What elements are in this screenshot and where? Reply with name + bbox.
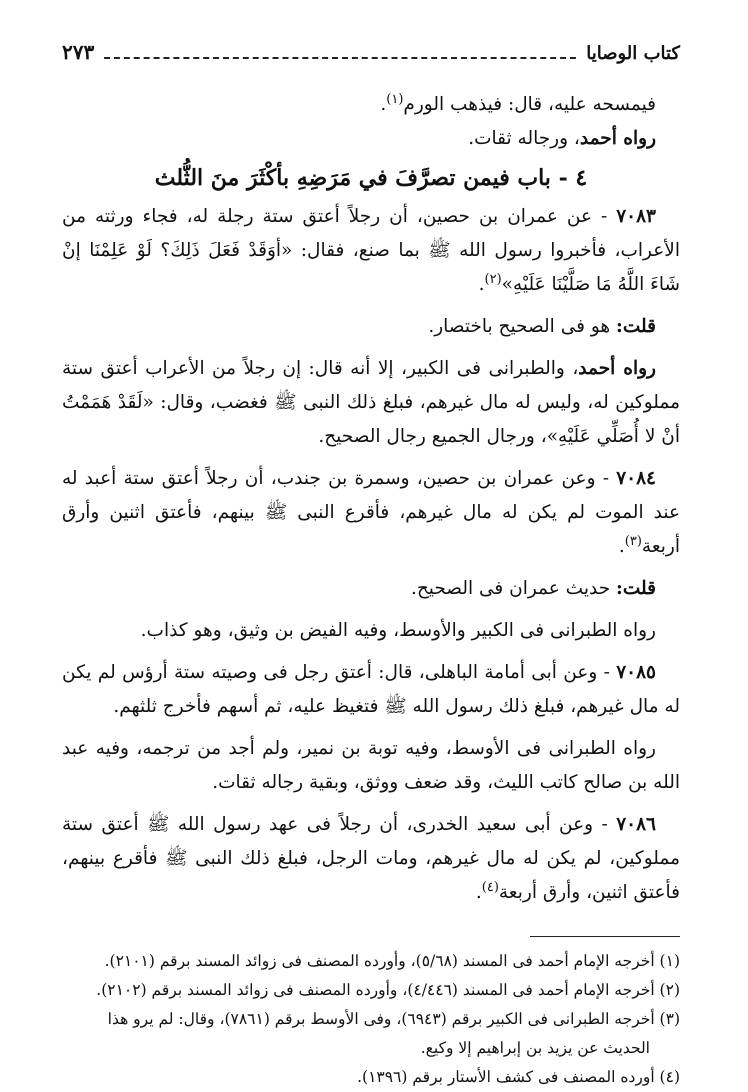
hadith-number: ٧٠٨٤ (616, 468, 656, 489)
footnote-2: (٢) أخرجه الإمام أحمد فى المسند (٤/٤٤٦)، وأورده المصنف فى زوائد المسند برقم (٢١٠٢). (96, 981, 680, 999)
hadith-7084 (62, 462, 680, 564)
footnote-separator (530, 936, 680, 937)
hadith-end: . (475, 882, 482, 903)
page-number: ٢٧٣ (62, 40, 95, 64)
footnote-1: (١) أخرجه الإمام أحمد فى المسند (٥/٦٨)، وأورده المصنف فى زوائد المسند برقم (٢١٠١). (104, 952, 680, 970)
hadith-7083 (62, 200, 680, 302)
footnote-3: (٣) أخرجه الطبرانى فى الكبير برقم (٦٩٤٣)، وفى الأوسط برقم (٧٨٦١)، وقال: لم يرو هذا (107, 1010, 680, 1028)
comment-text: حديث عمران فى الصحيح. (410, 578, 617, 599)
hadith-7086 (62, 808, 680, 910)
hadith-text: - وعن أبى أمامة الباهلى، قال: أعتق رجل فى وصيته ستة أرؤس لم يكن له مال غيرهم، فبلغ ذلك رسول الله ﷺ فتغيظ عليه، ثم أسهم فأخرج ثلثهم. (62, 662, 680, 717)
hadith-number: ٧٠٨٦ (616, 814, 656, 835)
comment-2 (62, 572, 680, 606)
hadith-text: - وعن عمران بن حصين، وسمرة بن جندب، أن رجلاً أعتق ستة أعبد له عند الموت لم يكن له مال غيرهم، فأقرع النبى ﷺ بينهم، فأعتق اثنين وأرق أربعة (62, 468, 680, 557)
comment-lead: قلت: (616, 316, 656, 337)
hadith-end: . (478, 274, 485, 295)
narration-7084: رواه الطبرانى فى الكبير والأوسط، وفيه الفيض بن وثيق، وهو كذاب. (140, 620, 656, 641)
footnote-ref-4[interactable]: (٤) (481, 879, 499, 895)
hadith-number: ٧٠٨٣ (616, 206, 656, 227)
header-dashed-rule (104, 57, 576, 59)
narration-7085: رواه الطبرانى فى الأوسط، وفيه توبة بن نمير، ولم أجد من ترجمه، وفيه عبد الله بن صالح كاتب الليث، وقد ضعف ووثق، وبقية رجاله ثقات. (62, 738, 680, 793)
narration-text: ، والطبرانى فى الكبير، إلا أنه قال: إن رجلاً من الأعراب أعتق ستة مملوكين له، وليس له مال غيرهم، فبلغ ذلك النبى ﷺ فغضب، وقال: «لَقَدْ هَمَمْتُ أنْ لا أُصَلِّي عَلَيْهِ»، ورجال الجميع رجال الصحيح. (62, 358, 680, 447)
chapter-title: ٤ - باب فيمن تصرَّفَ في مَرَضِهِ بأكْثَرَ منَ الثُّلث (154, 165, 588, 191)
hadith-number: ٧٠٨٥ (616, 662, 656, 683)
running-header (62, 40, 680, 70)
hadith-7085 (62, 656, 680, 724)
hadith-text: - عن عمران بن حصين، أن رجلاً أعتق ستة رجلة له، فجاء ورثته من الأعراب، فأخبروا رسول الله ﷺ بما صنع، فقال: «أوَقَدْ فَعَلَ ذَلِكَ؟ لَوْ عَلِمْنَا إنْ شَاءَ اللَّهُ مَا صَلَّيْنَا عَلَيْهِ» (62, 206, 680, 295)
paragraph-continuation (62, 88, 680, 122)
comment-text: هو فى الصحيح باختصار. (428, 316, 617, 337)
narration-lead: رواه أحمد (578, 358, 656, 379)
comment-1 (62, 310, 680, 344)
hadith-end: . (618, 536, 625, 557)
footnotes (62, 947, 680, 1092)
comment-lead: قلت: (616, 578, 656, 599)
hadith-text: - وعن أبى سعيد الخدرى، أن رجلاً فى عهد رسول الله ﷺ أعتق ستة مملوكين، لم يكن له مال غيرهم، ومات الرجل، فبلغ ذلك النبى ﷺ فأقرع بينهم، فأعتق اثنين، وأرق أربعة (62, 814, 680, 903)
narration-source (62, 122, 680, 156)
footnote-ref-3[interactable]: (٣) (624, 533, 642, 549)
main-text (62, 88, 680, 910)
source-text: ، ورجاله ثقات. (468, 128, 580, 149)
book-title: كتاب الوصايا (586, 43, 680, 64)
source-lead: رواه أحمد (579, 128, 656, 149)
footnote-ref-2[interactable]: (٢) (484, 271, 502, 287)
narration-7083 (62, 352, 680, 454)
footnote-ref-1[interactable]: (١) (386, 91, 404, 107)
p1-text: فيمسحه عليه، قال: فيذهب الورم (403, 94, 656, 115)
p1-end: . (380, 94, 387, 115)
footnote-3-continuation: الحديث عن يزيد بن إبراهيم إلا وكيع. (420, 1039, 650, 1057)
footnote-4: (٤) أورده المصنف فى كشف الأستار برقم (١٣٩٦). (357, 1068, 680, 1086)
